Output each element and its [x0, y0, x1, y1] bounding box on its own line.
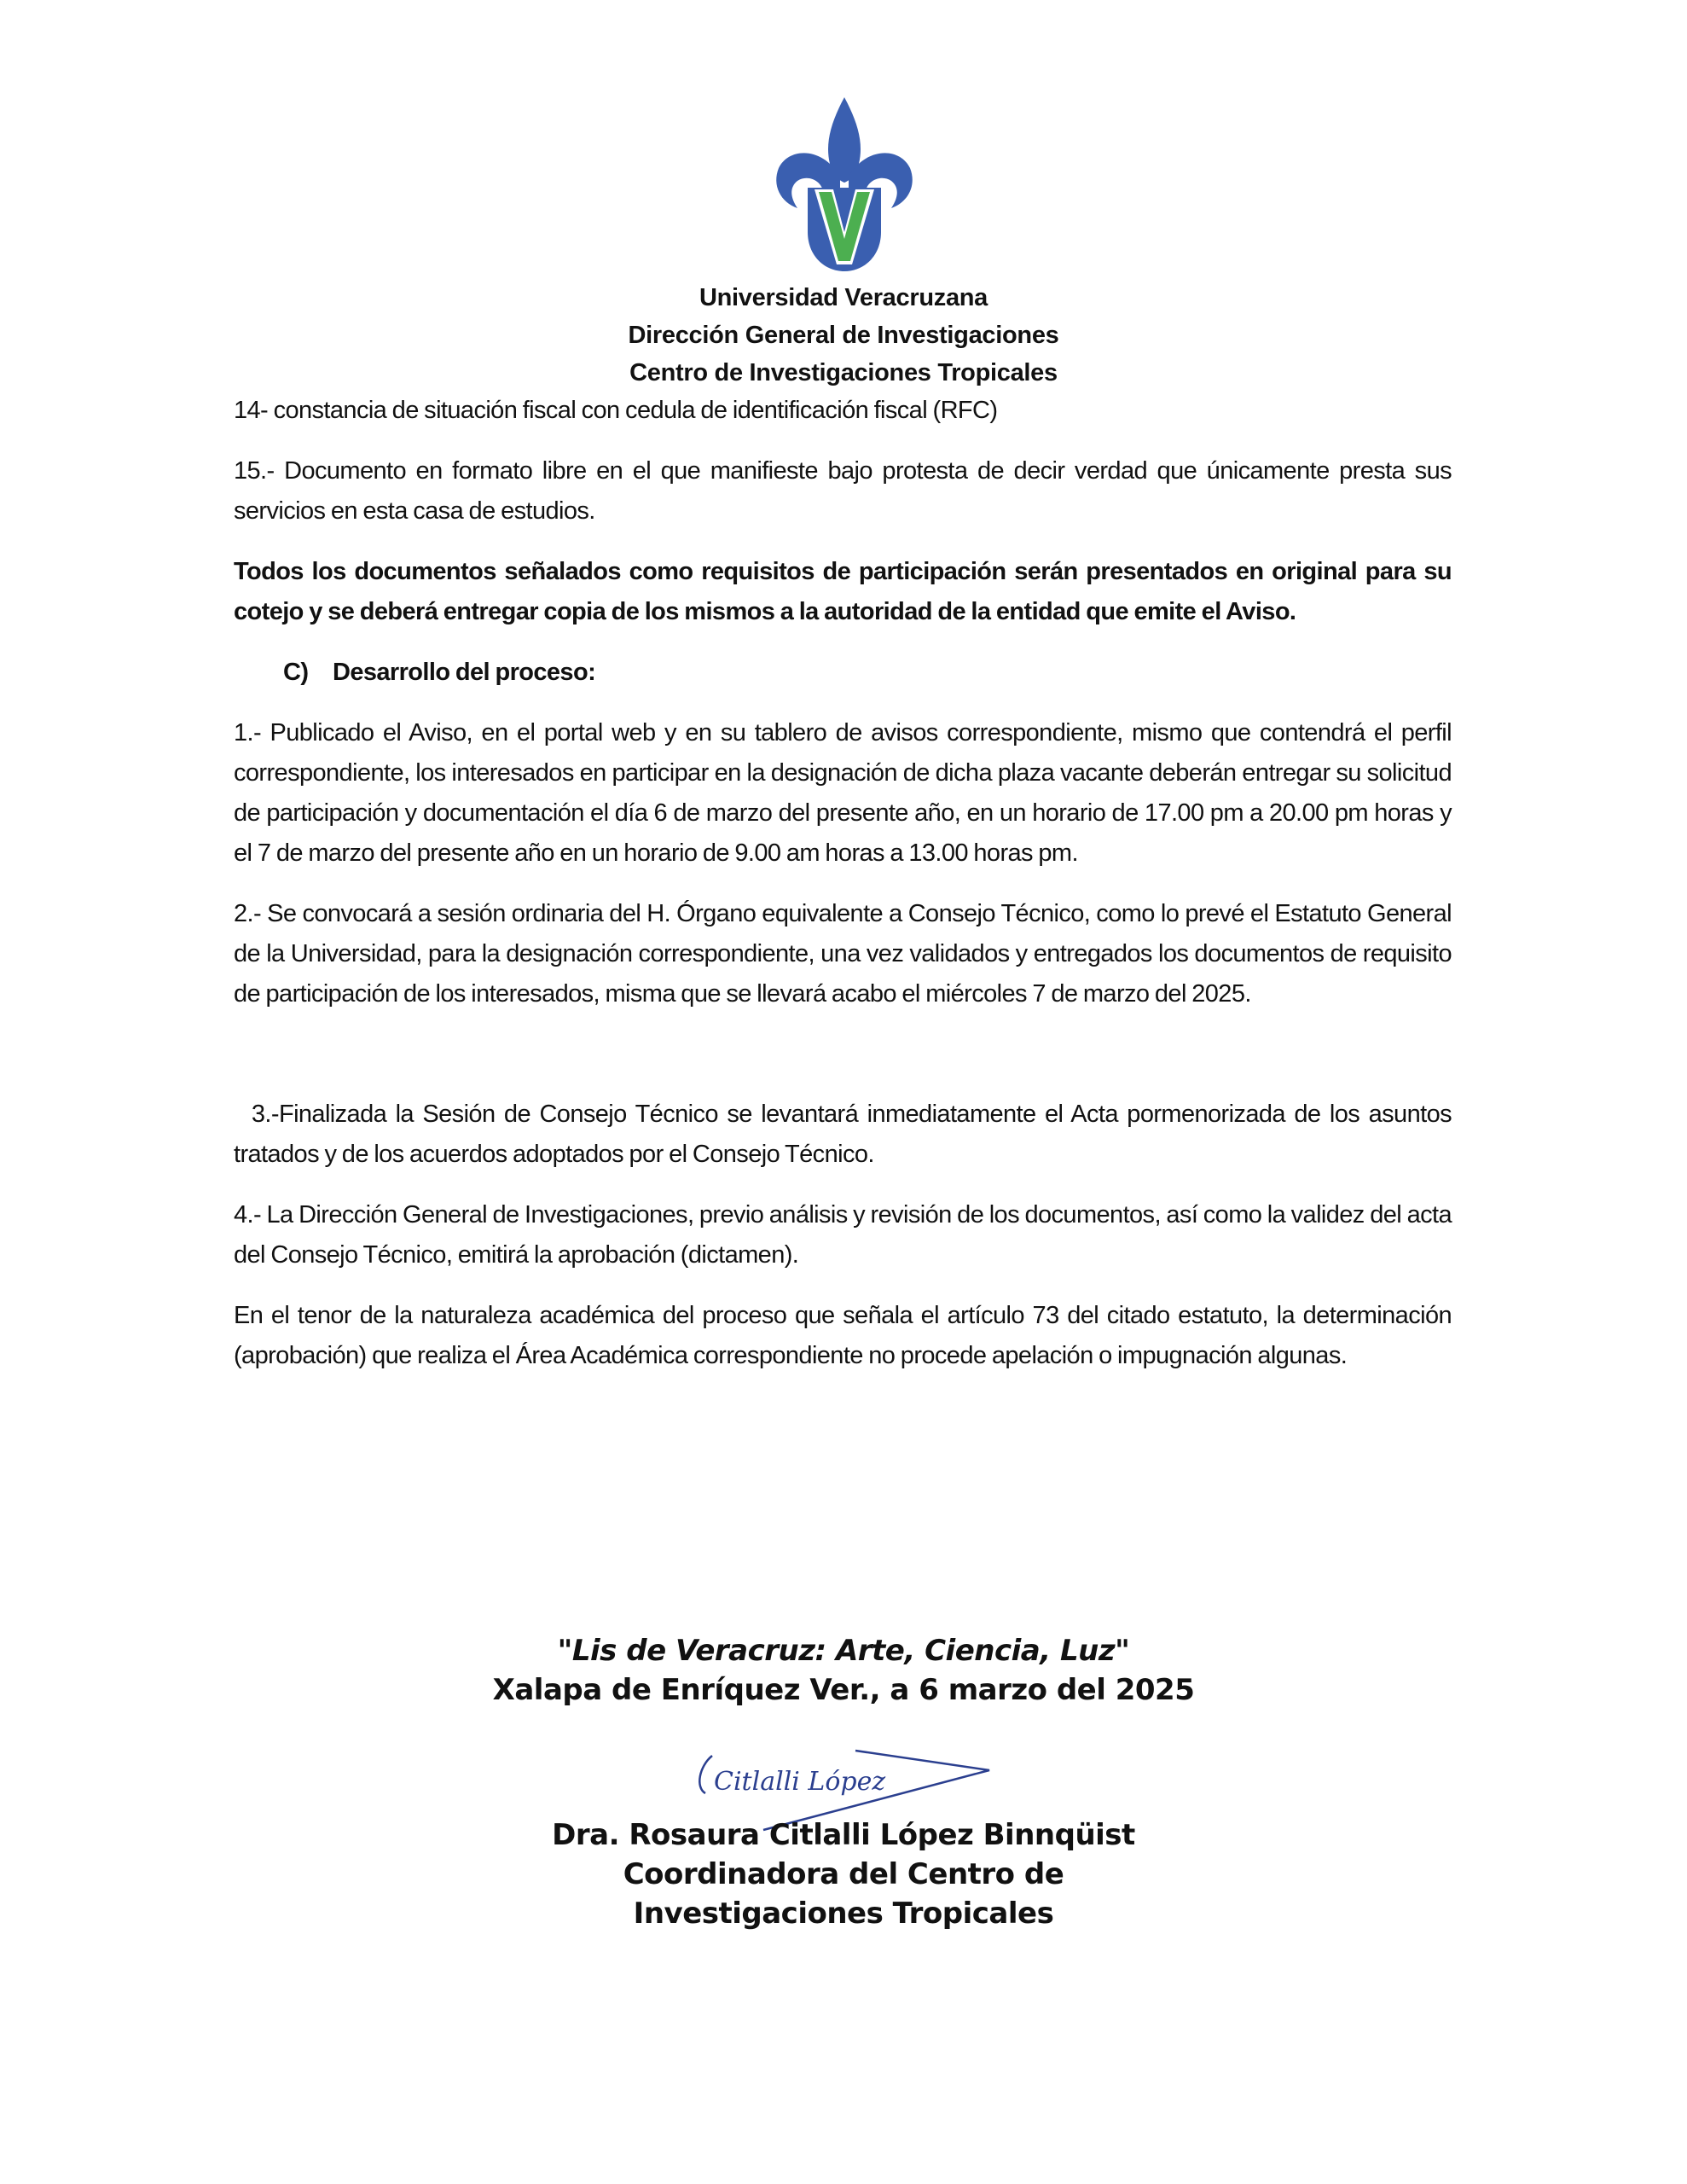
- section-c-title: Desarrollo del proceso:: [333, 659, 596, 686]
- signer-title-line1: Coordinadora del Centro de: [623, 1857, 1064, 1891]
- process-step-1: 1.- Publicado el Aviso, en el portal web y en su tablero de avisos correspondiente, mismo que contendrá el perfil correspondiente, los interesados en participar en la designación de dicha plaza vacante deberán entregar su solicitud de participación y documentación el día 6 de marzo del presente año, en un horario de 17.00 pm a 20.00 pm horas y el 7 de marzo del presente año en un horario de 9.00 am horas a 13.00 horas pm.: [234, 719, 1452, 867]
- institutional-motto: "Lis de Veracruz: Arte, Ciencia, Luz": [557, 1634, 1130, 1668]
- department-name: Dirección General de Investigaciones: [628, 322, 1059, 349]
- universidad-veracruzana-logo-icon: [772, 96, 917, 275]
- requirement-item-15: 15.- Documento en formato libre en el que manifieste bajo protesta de decir verdad que únicamente presta sus servicios en esta casa de estudios.: [234, 457, 1452, 525]
- closing-paragraph: En el tenor de la naturaleza académica del proceso que señala el artículo 73 del citado estatuto, la determinación (aprobación) que realiza el Área Académica correspondiente no procede apelación o impugnación algunas.: [234, 1302, 1452, 1369]
- signer-name: Dra. Rosaura Citlalli López Binnqüist: [552, 1818, 1135, 1852]
- requirements-note: Todos los documentos señalados como requisitos de participación serán presentados en original para su cotejo y se deberá entregar copia de los mismos a la autoridad de la entidad que emite el Aviso.: [234, 558, 1452, 625]
- requirement-item-14: 14- constancia de situación fiscal con cedula de identificación fiscal (RFC): [234, 397, 998, 424]
- svg-text:Citlalli López: Citlalli López: [714, 1767, 886, 1797]
- closing-block: [0, 1631, 1687, 1710]
- signer-block: [0, 1815, 1687, 1933]
- document-body: [234, 391, 1458, 1376]
- section-c-heading: [234, 653, 1452, 693]
- center-name: Centro de Investigaciones Tropicales: [629, 359, 1058, 386]
- place-and-date: Xalapa de Enríquez Ver., a 6 marzo del 2025: [492, 1673, 1195, 1707]
- process-step-4: 4.- La Dirección General de Investigaciones, previo análisis y revisión de los documentos, así como la validez del acta del Consejo Técnico, emitirá la aprobación (dictamen).: [234, 1201, 1452, 1269]
- university-name: Universidad Veracruzana: [699, 284, 988, 311]
- process-step-3: 3.-Finalizada la Sesión de Consejo Técnico se levantará inmediatamente el Acta pormenorizada de los asuntos tratados y de los acuerdos adoptados por el Consejo Técnico.: [234, 1101, 1458, 1168]
- process-step-2: 2.- Se convocará a sesión ordinaria del H. Órgano equivalente a Consejo Técnico, como lo prevé el Estatuto General de la Universidad, para la designación correspondiente, una vez validados y entregados los documentos de requisito de participación de los interesados, misma que se llevará acabo el miércoles 7 de marzo del 2025.: [234, 900, 1452, 1008]
- signer-title-line2: Investigaciones Tropicales: [633, 1896, 1054, 1931]
- section-c-letter: C): [283, 659, 309, 686]
- letterhead: [0, 279, 1687, 392]
